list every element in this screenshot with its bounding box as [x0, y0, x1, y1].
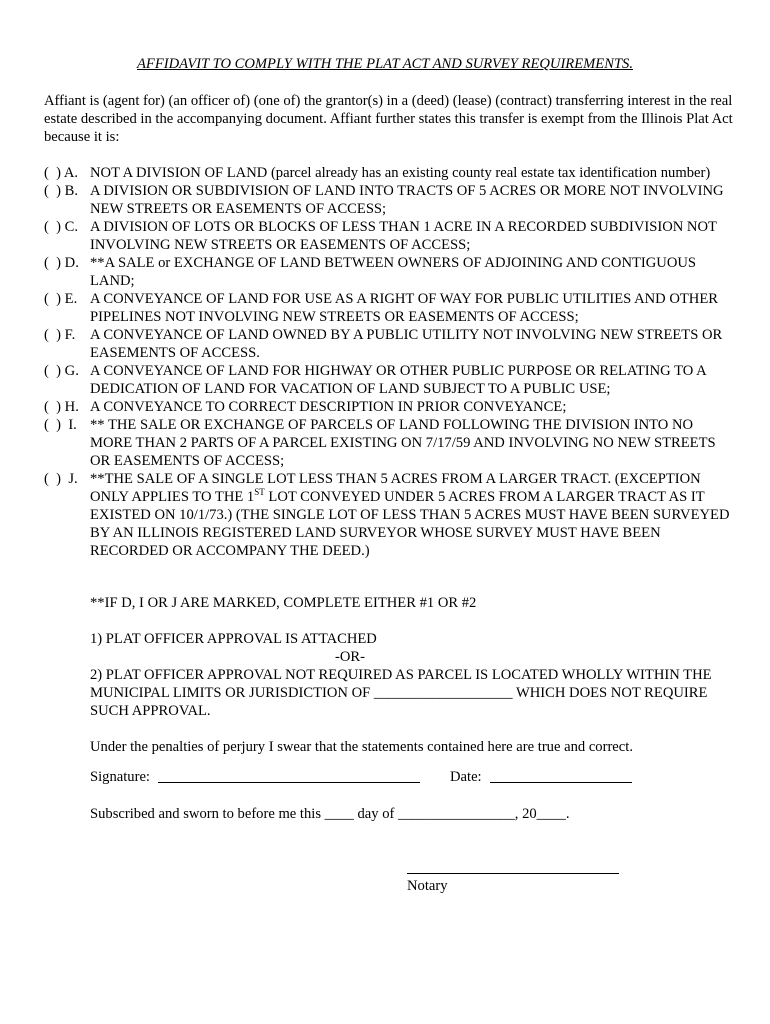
- exemption-text-d: **A SALE or EXCHANGE OF LAND BETWEEN OWNERS OF ADJOINING AND CONTIGUOUS LAND;: [90, 255, 697, 289]
- exemption-item-d: [44, 254, 734, 290]
- exemption-text-i: ** THE SALE OR EXCHANGE OF PARCELS OF LAND FOLLOWING THE DIVISION INTO NO MORE THAN 2 PARTS OF A PARCEL EXISTING ON 7/17/59 AND INVOLVING NO NEW STREETS OR EASEMENTS OF ACCESS;: [90, 417, 716, 469]
- checkbox-c[interactable]: ( ) C.: [44, 219, 79, 235]
- checkbox-g[interactable]: ( ) G.: [44, 363, 79, 379]
- checkbox-j[interactable]: ( ) J.: [44, 471, 78, 487]
- subscribed-sworn-line: Subscribed and sworn to before me this ____ day of ________________, 20____.: [90, 806, 570, 822]
- exemption-text-j-part2: LOT CONVEYED UNDER 5 ACRES FROM A LARGER TRACT AS IT EXISTED ON 10/1/73.) (THE SINGLE LOT OF LESS THAN 5 ACRES MUST HAVE BEEN SURVEYED BY AN ILLINOIS REGISTERED LAND SURVEYOR WHOSE SURVEY MUST HAVE BEEN RECORDED OR ACCOMPANY THE DEED.): [90, 489, 730, 559]
- date-label: Date:: [450, 769, 482, 785]
- exemption-text-f: A CONVEYANCE OF LAND OWNED BY A PUBLIC UTILITY NOT INVOLVING NEW STREETS OR EASEMENTS OF ACCESS.: [90, 327, 723, 361]
- or-separator: -OR-: [335, 649, 365, 665]
- option-1: 1) PLAT OFFICER APPROVAL IS ATTACHED: [90, 631, 377, 647]
- exemption-item-j: [44, 470, 734, 560]
- exemption-item-a: [44, 164, 734, 182]
- document-title: AFFIDAVIT TO COMPLY WITH THE PLAT ACT AND SURVEY REQUIREMENTS.: [136, 56, 634, 72]
- date-field[interactable]: [490, 768, 632, 783]
- exemption-text-h: A CONVEYANCE TO CORRECT DESCRIPTION IN PRIOR CONVEYANCE;: [90, 399, 567, 415]
- intro-paragraph: Affiant is (agent for) (an officer of) (one of) the grantor(s) in a (deed) (lease) (contract) transferring interest in the real estate described in the accompanying document. Affiant further states this transfer is exempt from the Illinois Plat Act because it is:: [44, 93, 733, 145]
- exemption-text-a: NOT A DIVISION OF LAND (parcel already has an existing county real estate tax identification number): [90, 165, 711, 181]
- signature-field[interactable]: [158, 768, 420, 783]
- exemption-text-b: A DIVISION OR SUBDIVISION OF LAND INTO TRACTS OF 5 ACRES OR MORE NOT INVOLVING NEW STREETS OR EASEMENTS OF ACCESS;: [90, 183, 724, 217]
- exemption-text-j-part1: **THE SALE OF A SINGLE LOT LESS THAN 5 ACRES FROM A LARGER TRACT. (EXCEPTION ONLY APPLIES TO THE 1: [90, 471, 701, 505]
- exemption-item-g: [44, 362, 734, 398]
- superscript-st: ST: [254, 487, 265, 498]
- exemption-item-b: [44, 182, 734, 218]
- signature-row: [90, 768, 632, 786]
- exemption-list: [44, 164, 734, 560]
- exemption-item-c: [44, 218, 734, 254]
- perjury-statement: Under the penalties of perjury I swear that the statements contained here are true and correct.: [90, 739, 633, 755]
- notary-signature-field[interactable]: [407, 873, 619, 874]
- exemption-text-c: A DIVISION OF LOTS OR BLOCKS OF LESS THAN 1 ACRE IN A RECORDED SUBDIVISION NOT INVOLVING NEW STREETS OR EASEMENTS OF ACCESS;: [90, 219, 717, 253]
- if-marked-note: **IF D, I OR J ARE MARKED, COMPLETE EITHER #1 OR #2: [90, 595, 477, 611]
- notary-label: Notary: [407, 878, 448, 894]
- checkbox-i[interactable]: ( ) I.: [44, 417, 77, 433]
- or-separator-wrap: [90, 648, 730, 666]
- exemption-text-e: A CONVEYANCE OF LAND FOR USE AS A RIGHT OF WAY FOR PUBLIC UTILITIES AND OTHER PIPELINES NOT INVOLVING NEW STREETS OR EASEMENTS OF ACCESS;: [90, 291, 718, 325]
- exemption-item-e: [44, 290, 734, 326]
- checkbox-a[interactable]: ( ) A.: [44, 165, 79, 181]
- checkbox-e[interactable]: ( ) E.: [44, 291, 78, 307]
- checkbox-b[interactable]: ( ) B.: [44, 183, 79, 199]
- option-2: 2) PLAT OFFICER APPROVAL NOT REQUIRED AS PARCEL IS LOCATED WHOLLY WITHIN THE MUNICIPAL LIMITS OR JURISDICTION OF ___________________ WHICH DOES NOT REQUIRE SUCH APPROVAL.: [90, 667, 712, 719]
- exemption-item-h: [44, 398, 734, 416]
- checkbox-f[interactable]: ( ) F.: [44, 327, 76, 343]
- exemption-item-i: [44, 416, 734, 470]
- signature-label: Signature:: [90, 769, 150, 785]
- checkbox-h[interactable]: ( ) H.: [44, 399, 79, 415]
- exemption-text-j: [90, 470, 734, 560]
- exemption-item-f: [44, 326, 734, 362]
- exemption-text-g: A CONVEYANCE OF LAND FOR HIGHWAY OR OTHER PUBLIC PURPOSE OR RELATING TO A DEDICATION OF LAND FOR VACATION OF LAND SUBJECT TO A PUBLIC USE;: [90, 363, 706, 397]
- checkbox-d[interactable]: ( ) D.: [44, 255, 79, 271]
